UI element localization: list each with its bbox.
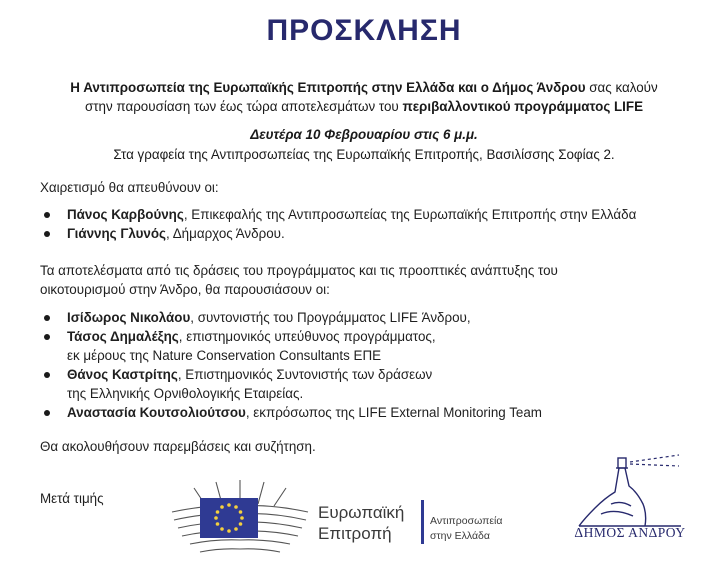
- andros-lighthouse-logo-icon: [575, 452, 685, 530]
- presenter-role: , Επιστημονικός Συντονιστής των δράσεων: [177, 367, 433, 382]
- greeting-intro: Χαιρετισμό θα απευθύνουν οι:: [40, 180, 219, 195]
- eu-divider: [421, 500, 424, 544]
- intro-verb: σας καλούν: [585, 80, 658, 95]
- bullet-icon: [44, 212, 50, 218]
- presenter-name: Τάσος Δημαλέξης: [67, 329, 179, 344]
- eu-name-line: Ευρωπαϊκή: [318, 503, 405, 522]
- eu-commission-logo-icon: [170, 476, 310, 556]
- intro-text: στην παρουσίαση των έως τώρα αποτελεσμάτων του: [84, 99, 403, 114]
- page-title: ΠΡΟΣΚΛΗΣΗ: [266, 14, 462, 47]
- presenter-name: Θάνος Καστρίτης: [67, 367, 178, 382]
- presenter-role-continued: της Ελληνικής Ορνιθολογικής Εταιρείας.: [67, 386, 304, 401]
- presenter-role: , συντονιστής του Προγράμματος LIFE Άνδρου,: [190, 310, 471, 325]
- bullet-icon: [44, 372, 50, 378]
- list-item: [40, 205, 710, 224]
- list-item: [40, 327, 710, 365]
- intro-hosts: Η Αντιπροσωπεία της Ευρωπαϊκής Επιτροπής στην Ελλάδα και ο Δήμος Άνδρου: [70, 80, 586, 95]
- eu-name-line: Επιτροπή: [318, 524, 392, 543]
- signoff-text: Μετά τιμής: [40, 491, 104, 506]
- list-item: [40, 308, 710, 327]
- results-intro-line: Τα αποτελέσματα από τις δράσεις του προγράμματος και τις προοπτικές ανάπτυξης του: [40, 263, 558, 278]
- bullet-icon: [44, 334, 50, 340]
- greeter-role: , Δήμαρχος Άνδρου.: [166, 226, 285, 241]
- list-item: [40, 365, 710, 403]
- list-item: [40, 403, 710, 422]
- bullet-icon: [44, 231, 50, 237]
- event-place: Στα γραφεία της Αντιπροσωπείας της Ευρωπαϊκής Επιτροπής, Βασιλίσσης Σοφίας 2.: [113, 147, 615, 162]
- presenter-name: Ισίδωρος Νικολάου: [67, 310, 191, 325]
- eu-subtitle-line: στην Ελλάδα: [430, 530, 490, 542]
- presenter-role-continued: εκ μέρους της Nature Conservation Consultants ΕΠΕ: [67, 348, 382, 363]
- bullet-icon: [44, 315, 50, 321]
- eu-subtitle-line: Αντιπροσωπεία: [430, 515, 503, 527]
- greeter-name: Γιάννης Γλυνός: [67, 226, 167, 241]
- results-intro: [40, 261, 700, 299]
- presenters-list: [40, 308, 710, 422]
- andros-name: ΔΗΜΟΣ ΑΝΔΡΟΥ: [574, 525, 686, 540]
- list-item: [40, 224, 710, 243]
- event-date: Δευτέρα 10 Φεβρουαρίου στις 6 μ.μ.: [250, 127, 478, 142]
- presenter-role: , εκπρόσωπος της LIFE External Monitoring Team: [245, 405, 542, 420]
- closing-text: Θα ακολουθήσουν παρεμβάσεις και συζήτηση.: [40, 439, 316, 454]
- results-intro-line: οικοτουρισμού στην Άνδρο, θα παρουσιάσουν οι:: [40, 282, 330, 297]
- intro-program: περιβαλλοντικού προγράμματος LIFE: [402, 99, 644, 114]
- greeters-list: [40, 205, 710, 243]
- bullet-icon: [44, 410, 50, 416]
- greeter-role: , Επικεφαλής της Αντιπροσωπείας της Ευρωπαϊκής Επιτροπής στην Ελλάδα: [183, 207, 637, 222]
- greeter-name: Πάνος Καρβούνης: [67, 207, 184, 222]
- intro-paragraph: [30, 78, 698, 116]
- presenter-name: Αναστασία Κουτσολιούτσου: [67, 405, 246, 420]
- presenter-role: , επιστημονικός υπεύθυνος προγράμματος,: [178, 329, 436, 344]
